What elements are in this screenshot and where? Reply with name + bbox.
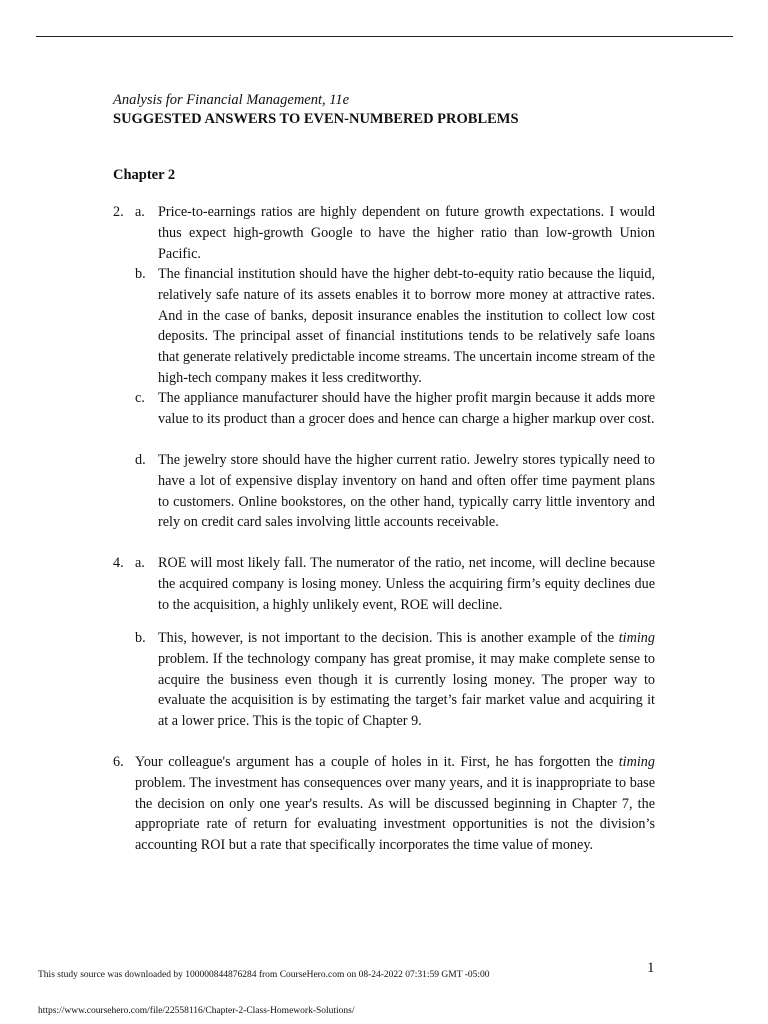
download-source-notice: This study source was downloaded by 100000844876284 from CourseHero.com on 08-24-2022 07:31:59 GMT -05:00 xyxy=(38,970,490,980)
problem-6-number: 6. xyxy=(113,754,124,770)
document-subtitle: SUGGESTED ANSWERS TO EVEN-NUMBERED PROBLEMS xyxy=(113,111,519,127)
problem-4b-letter: b. xyxy=(135,630,146,646)
problem-2c-letter: c. xyxy=(135,390,145,406)
problem-6-italic: timing xyxy=(618,754,655,770)
problem-2-number: 2. xyxy=(113,204,124,220)
book-title: Analysis for Financial Management, 11e xyxy=(113,92,350,108)
problem-4-number: 4. xyxy=(113,555,124,571)
problem-4a-text: ROE will most likely fall. The numerator of the ratio, net income, will decline because the acquired company is losing money. Unless the acquiring firm’s equity declines due to the acquisition, a highly unlikely event, ROE will decline. xyxy=(158,555,655,613)
page-number: 1 xyxy=(647,960,655,976)
problem-6-text-part1: Your colleague's argument has a couple of holes in it. First, he has forgotten the xyxy=(135,754,619,770)
problem-2d-letter: d. xyxy=(135,452,146,468)
problem-2a-text: Price-to-earnings ratios are highly dependent on future growth expectations. I would thus expect high-growth Google to have the higher ratio than low-growth Union Pacific. xyxy=(158,204,655,262)
problem-4b-text xyxy=(158,628,655,732)
problem-4b-italic: timing xyxy=(618,630,655,646)
source-url: https://www.coursehero.com/file/22558116/Chapter-2-Class-Homework-Solutions/ xyxy=(38,1006,355,1016)
problem-4a-letter: a. xyxy=(135,555,145,571)
problem-2c-text: The appliance manufacturer should have the higher profit margin because it adds more value to its product than a grocer does and hence can charge a higher markup over cost. xyxy=(158,390,655,427)
problem-2a-letter: a. xyxy=(135,204,145,220)
problem-2b-text: The financial institution should have the higher debt-to-equity ratio because the liquid, relatively safe nature of its assets enables it to borrow more money at attractive rates. And in the case of banks, deposit insurance enables the institution to collect low cost deposits. The principal asset of financial institutions tends to be relatively safe loans that generate relatively predictable income streams. The uncertain income stream of the high-tech company makes it less creditworthy. xyxy=(158,266,655,386)
problem-4b-text-part1: This, however, is not important to the decision. This is another example of the xyxy=(158,630,619,646)
problem-2b-letter: b. xyxy=(135,266,146,282)
problem-4b-text-part2: problem. If the technology company has great promise, it may make complete sense to acquire the business even though it is currently losing money. The proper way to evaluate the acquisition is by estimating the target’s fair market value and acquiring it at a lower price. This is the topic of Chapter 9. xyxy=(158,650,655,730)
problem-6-text xyxy=(135,752,655,856)
problem-6-text-part2: problem. The investment has consequences over many years, and it is inappropriate to base the decision on only one year's results. As will be discussed beginning in Chapter 7, the appropriate rate of return for evaluating investment opportunities is not the division’s accounting ROI but a rate that specifically incorporates the time value of money. xyxy=(135,774,655,854)
problem-2d-text: The jewelry store should have the higher current ratio. Jewelry stores typically need to have a lot of expensive display inventory on hand and often offer time payment plans to customers. Online bookstores, on the other hand, typically carry little inventory and rely on credit card sales involving little accounts receivable. xyxy=(158,452,655,531)
top-rule xyxy=(36,36,733,37)
chapter-heading: Chapter 2 xyxy=(113,167,176,183)
